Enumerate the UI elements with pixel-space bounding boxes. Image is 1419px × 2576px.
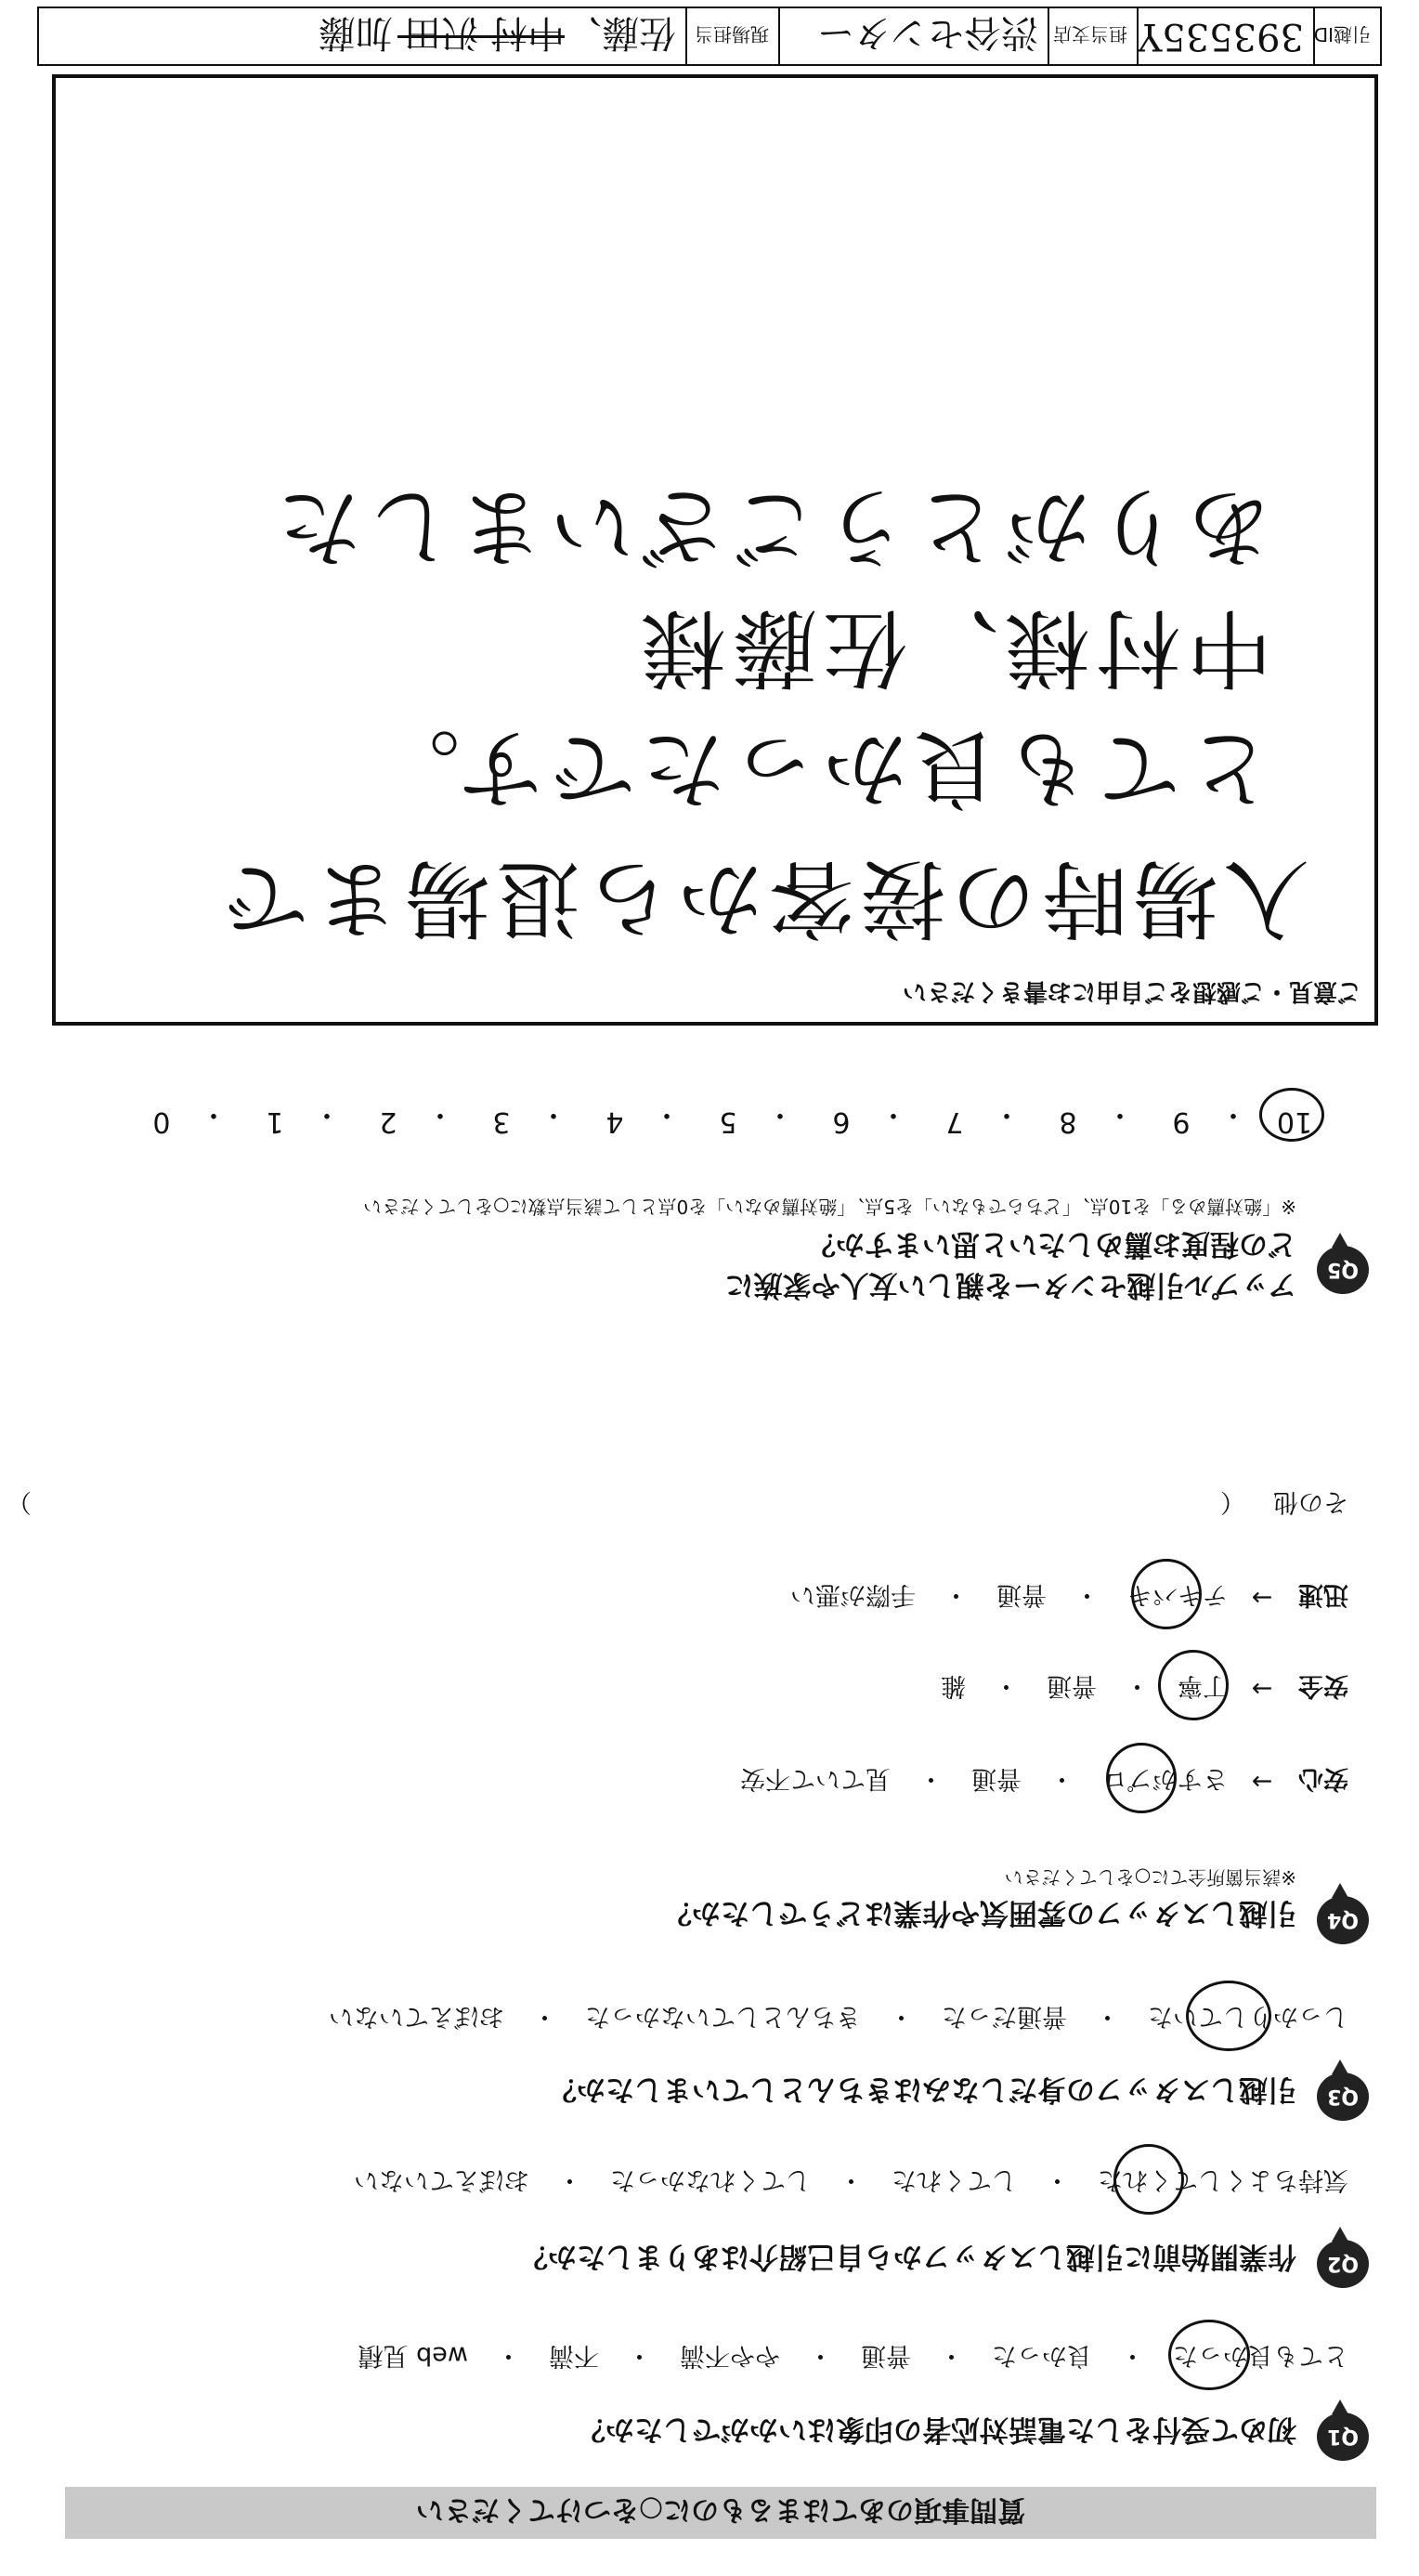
score-3[interactable]: 3 [492, 1105, 511, 1138]
q2-option-did-not[interactable]: してくれなかった [610, 2165, 811, 2194]
q1-option-good[interactable]: 良かった [992, 2341, 1092, 2370]
category-label: 迅速 [1298, 1580, 1348, 1609]
question-4 [58, 1833, 1376, 1944]
q1-option-very-good[interactable]: とても良かった [1171, 2340, 1350, 2376]
instruction-text: 質問事項のあてはまるものに○をつけてください [415, 2493, 1026, 2526]
q4-category-speed: 迅速 → テキパキ ・ 普通 ・ 手際が悪い [788, 1579, 1348, 1615]
id-label: 引越ID [1313, 8, 1380, 64]
score-9[interactable]: 9 [1172, 1105, 1191, 1138]
selection-circle [1186, 1981, 1271, 2052]
score-1[interactable]: 1 [266, 1105, 284, 1138]
score-2[interactable]: 2 [379, 1105, 397, 1138]
selection-circle [1106, 1744, 1177, 1814]
q2-option-dont-remember[interactable]: おぼえていない [354, 2165, 529, 2194]
handwritten-line-1: 入場時の接客から退場まで [216, 848, 1309, 948]
branch-label: 担当支店 [1048, 8, 1137, 64]
q2-option-pleasantly[interactable]: 気持ちよくしてくれた [1096, 2164, 1350, 2201]
q5-note: ※「絶対薦める」を10点、「どちらでもない」を5点、「絶対薦めない」を0点として該当点数に○をしてください [363, 1196, 1296, 1218]
q4-other-field[interactable] [7, 1486, 1348, 1523]
handwritten-line-4: ありがとうございました [270, 477, 1272, 576]
q3-option-neat[interactable]: しっかりしていた [1146, 2001, 1350, 2037]
id-bar [37, 7, 1382, 66]
q1-text: 初めて受付をした電話対応者の印象はいかがでしたか？ [577, 2413, 1296, 2446]
q1-badge: Q1 [1317, 2413, 1369, 2461]
close-paren: ） [7, 1487, 32, 1516]
selection-circle [1158, 1651, 1229, 1721]
q2-options: 気持ちよくしてくれた ・ してくれた ・ してくれなかった ・ おぼえていない [352, 2164, 1350, 2201]
q4-category-relief: 安心 → さすがプロ ・ 普通 ・ 見ていて不安 [738, 1763, 1348, 1799]
q2-text: 作業開始前に引越しスタッフから自己紹介はありましたか？ [519, 2240, 1296, 2273]
selection-circle [1131, 1560, 1202, 1630]
q1-option-normal[interactable]: 普通 [861, 2341, 911, 2370]
score-6[interactable]: 6 [832, 1105, 851, 1138]
q5-badge: Q5 [1317, 1246, 1369, 1294]
q4-safety-rough[interactable]: 雑 [941, 1671, 966, 1700]
q4-category-safety: 安全 → 丁寧 ・ 普通 ・ 雑 [939, 1670, 1348, 1706]
q4-speed-clumsy[interactable]: 手際が悪い [790, 1580, 916, 1609]
score-10[interactable]: 10 [1267, 1097, 1322, 1138]
q3-option-normal[interactable]: 普通だった [942, 2002, 1067, 2031]
q1-option-unsatisfied[interactable]: 不満 [549, 2341, 599, 2370]
category-label: 安心 [1298, 1764, 1348, 1793]
score-5[interactable]: 5 [719, 1105, 737, 1138]
q4-relief-normal[interactable]: 普通 [971, 1764, 1022, 1793]
q5-text-line-1: アップル引越センターを親しい友人や家族に [724, 1268, 1296, 1301]
branch-value: 渋谷センター [778, 8, 1048, 64]
selection-circle [1259, 1088, 1324, 1142]
q4-safety-careful[interactable]: 丁寧 [1176, 1670, 1230, 1706]
selection-circle [1113, 2145, 1184, 2216]
q2-option-did[interactable]: してくれた [892, 2165, 1017, 2194]
category-label: 安全 [1298, 1671, 1348, 1700]
score-4[interactable]: 4 [605, 1105, 624, 1138]
q3-options: しっかりしていた ・ 普通だった ・ きちんとしていなかった ・ おぼえていない [327, 2001, 1350, 2037]
q1-options: とても良かった ・ 良かった ・ 普通 ・ やや不満 ・ 不満 ・ web 見積 [357, 2340, 1350, 2376]
q4-relief-pro[interactable]: さすがプロ [1100, 1763, 1230, 1799]
staff-value: 佐藤、中村 沢田 加藤 [318, 11, 676, 55]
score-0[interactable]: 0 [152, 1105, 171, 1138]
strikethrough-mark [397, 35, 565, 38]
handwritten-line-2: とても良かったです。 [369, 718, 1272, 817]
q5-score-scale: 10 ・ 9 ・ 8 ・ 7 ・ 6 ・ 5 ・ 4 ・ 3 ・ 2 ・ 1 ・ 0 [134, 1097, 1322, 1138]
score-8[interactable]: 8 [1059, 1105, 1077, 1138]
q4-speed-brisk[interactable]: テキパキ [1126, 1579, 1230, 1615]
q4-speed-normal[interactable]: 普通 [996, 1580, 1047, 1609]
q4-relief-anxious[interactable]: 見ていて不安 [740, 1764, 891, 1793]
q4-text: 引越しスタッフの雰囲気や作業はどうでしたか？ [663, 1896, 1296, 1929]
staff-label: 現場担当 [685, 8, 778, 64]
arrow-icon: → [1251, 1674, 1273, 1703]
q3-text: 引越しスタッフの身だしなみはきちんとしていましたか？ [548, 2073, 1296, 2106]
q3-option-dont-remember[interactable]: おぼえていない [329, 2002, 504, 2031]
arrow-icon: → [1251, 1767, 1273, 1796]
q4-note: ※該当箇所全てに○をしてください [1004, 1866, 1296, 1889]
q2-badge: Q2 [1317, 2240, 1369, 2288]
comment-label: ご意見・ご感想をご自由にお書きください [902, 977, 1361, 1005]
question-5 [58, 1164, 1376, 1313]
other-label: その他 [1273, 1487, 1348, 1516]
q4-safety-normal[interactable]: 普通 [1047, 1671, 1097, 1700]
instruction-banner [65, 2487, 1376, 2539]
q1-option-slightly-unsatisfied[interactable]: やや不満 [680, 2341, 780, 2370]
q5-text-line-2: どの程度お薦めしたいと思いますか？ [807, 1227, 1296, 1261]
arrow-icon: → [1251, 1583, 1273, 1612]
score-7[interactable]: 7 [945, 1105, 964, 1138]
open-paren: （ [1220, 1487, 1245, 1516]
q3-badge: Q3 [1317, 2073, 1369, 2121]
q4-badge: Q4 [1317, 1896, 1369, 1944]
handwritten-line-3: 中村様、佐藤様 [634, 597, 1272, 697]
q3-option-not-neat[interactable]: きちんとしていなかった [585, 2002, 861, 2031]
question-2 [58, 2214, 1376, 2288]
id-value: 393535Y [1137, 8, 1313, 64]
comment-box[interactable] [52, 74, 1378, 1026]
q1-option-web-estimate[interactable]: web 見積 [358, 2341, 468, 2370]
question-3 [58, 2046, 1376, 2121]
